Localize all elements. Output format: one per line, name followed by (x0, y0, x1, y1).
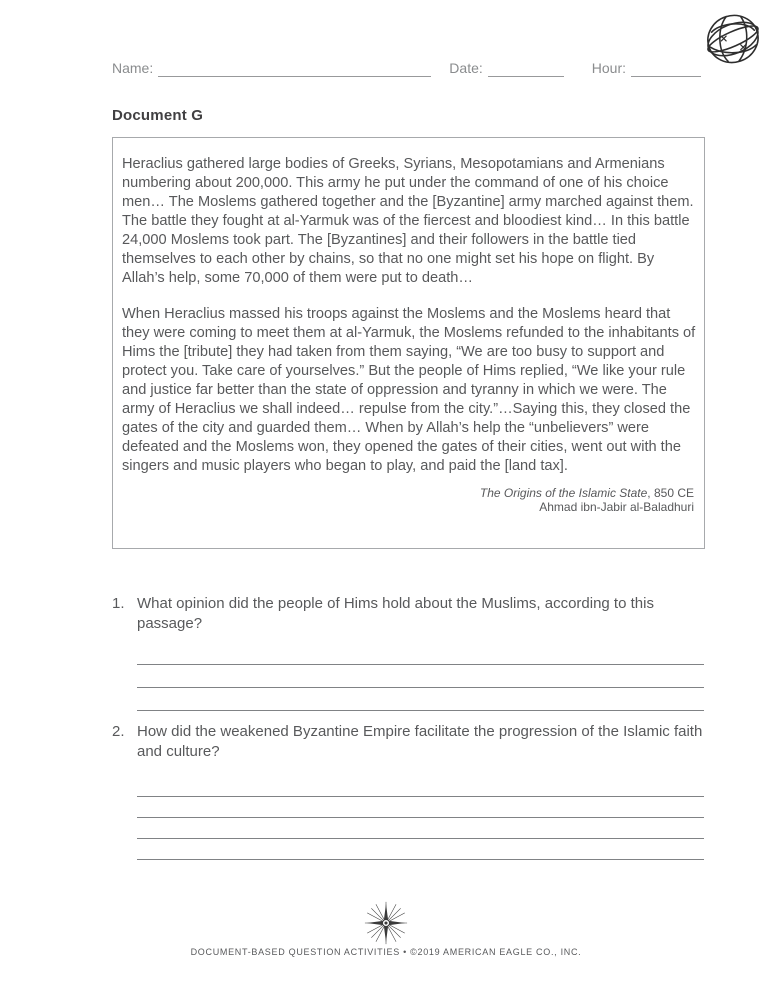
question-1 (112, 594, 704, 711)
source-date: , 850 CE (647, 486, 694, 500)
question-2-row (112, 722, 704, 762)
answer-line (137, 665, 704, 688)
hour-blank (631, 60, 701, 77)
question-1-answer-area (137, 642, 704, 711)
source-title: The Origins of the Islamic State (479, 486, 648, 500)
answer-line (137, 688, 704, 711)
question-2-text: How did the weakened Byzantine Empire facilitate the progression of the Islamic faith and culture? (137, 723, 703, 760)
name-label: Name: (112, 60, 154, 76)
question-2-answer-area (137, 776, 704, 860)
source-document-box (112, 137, 705, 549)
date-blank (488, 60, 564, 77)
compass-icon (364, 901, 408, 945)
source-author: Ahmad ibn-Jabir al-Baladhuri (539, 500, 694, 514)
date-label: Date: (449, 60, 483, 76)
footer-text: DOCUMENT-BASED QUESTION ACTIVITIES • ©2019 AMERICAN EAGLE CO., INC. (190, 947, 582, 957)
answer-line (137, 642, 704, 665)
answer-line (137, 776, 704, 797)
answer-line (137, 839, 704, 860)
question-2-number: 2. (112, 723, 125, 740)
question-1-text: What opinion did the people of Hims hold about the Muslims, according to this passage? (137, 595, 654, 632)
passage-paragraph-1: Heraclius gathered large bodies of Greeks, Syrians, Mesopotamians and Armenians numbering about 200,000. This army he put under the command of one of his choice men… The Moslems gathered together and the [Byzantine] army marched against them. The battle they fought at al-Yarmuk was of the fiercest and bloodiest kind… In this battle 24,000 Moslems took part. The [Byzantines] and their followers in the battle tied themselves to each other by chains, so that no one might set his hope on flight. By Allah’s help, some 70,000 of them were put to death… (122, 156, 694, 286)
answer-line (137, 797, 704, 818)
question-2 (112, 722, 704, 860)
name-blank (158, 60, 431, 77)
hour-label: Hour: (591, 60, 626, 76)
question-1-number: 1. (112, 595, 125, 612)
globe-logo-icon (698, 4, 766, 72)
document-title: Document G (112, 107, 204, 124)
header-fields (112, 60, 701, 77)
passage-paragraph-2: When Heraclius massed his troops against the Moslems and the Moslems heard that they were coming to meet them at al-Yarmuk, the Moslems refunded to the inhabitants of Hims the [tribute] they had taken from them saying, “We are too busy to support and protect you. Take care of yourselves.” But the people of Hims replied, “We like your rule and justice far better than the state of oppression and tyranny in which we were. The army of Heraclius we shall indeed… repulse from the city.”…Saying this, they closed the gates of the city and guarded them… When by Allah’s help the “unbelievers” were defeated and the Moslems won, they opened the gates of their cities, went out with the singers and music players who began to play, and paid the [land tax]. (122, 306, 696, 474)
answer-line (137, 818, 704, 839)
source-citation-line (122, 486, 694, 500)
question-1-row (112, 594, 704, 634)
source-attribution (122, 486, 696, 514)
